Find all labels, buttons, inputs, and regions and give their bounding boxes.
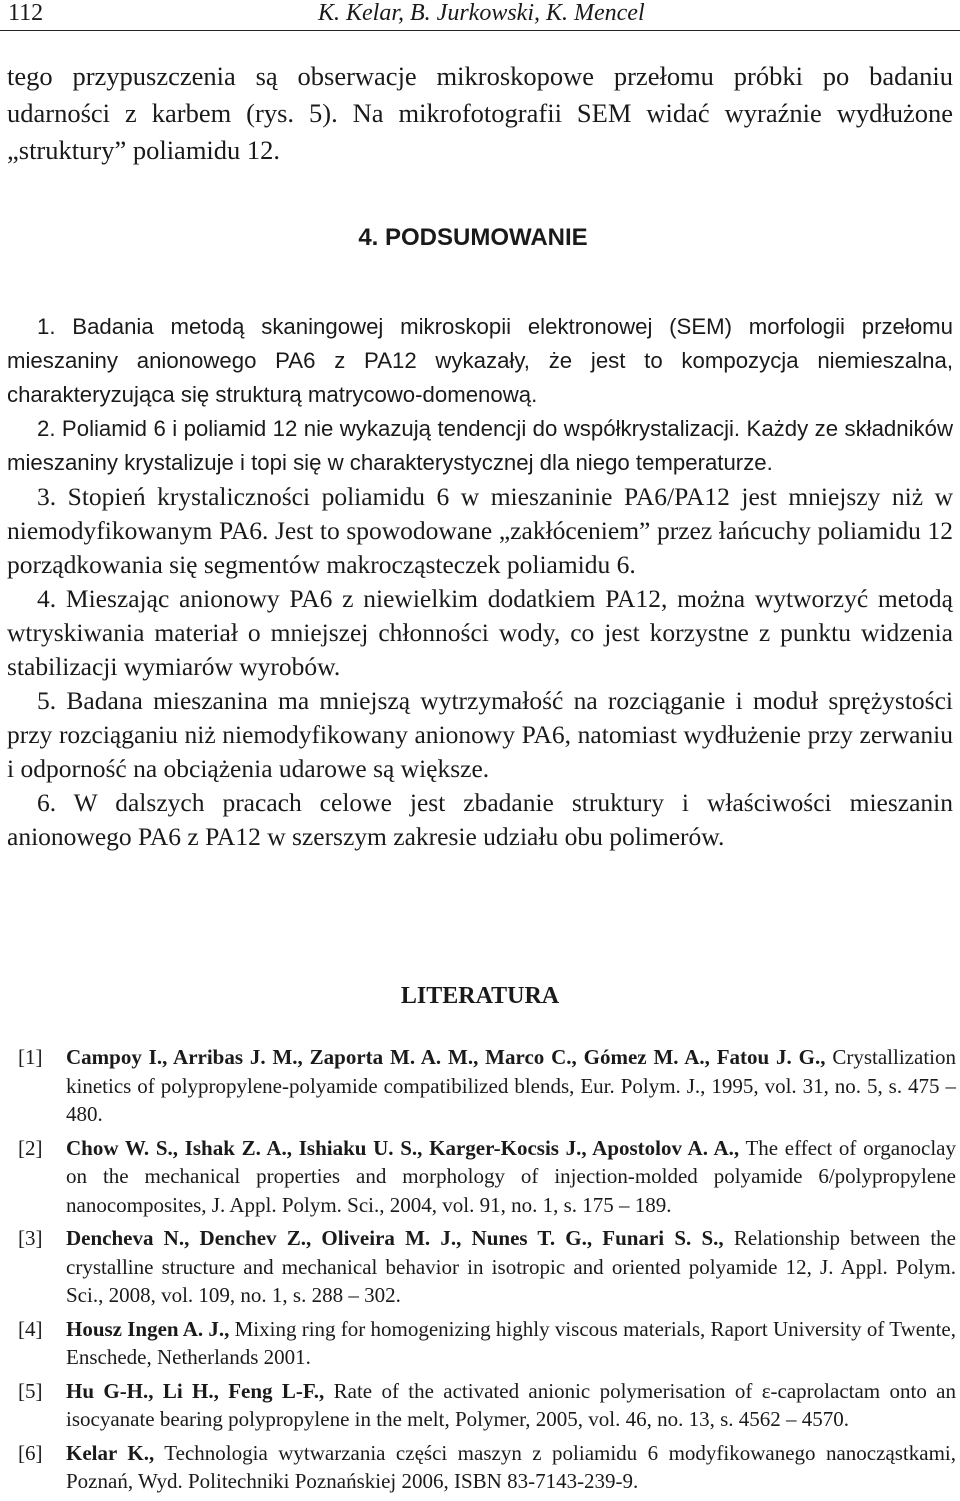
conclusions-list (7, 310, 953, 854)
reference-number: [5] (18, 1378, 43, 1403)
reference-number: [2] (18, 1135, 43, 1160)
reference-text: Relationship between the crystalline structure and mechanical behavior in isotropic and oriented polyamide 12, J. Appl. Polym. Sci., 2008, vol. 109, no. 1, s. 288 – 302. (66, 1226, 956, 1307)
conclusion-item: 1. Badania metodą skaningowej mikroskopii elektronowej (SEM) morfologii przełomu mieszaniny anionowego PA6 z PA12 wykazały, że jest to kompozycja niemieszalna, charakteryzująca się strukturą matrycowo-domenową. (7, 314, 953, 407)
conclusion-item: 6. W dalszych pracach celowe jest zbadanie struktury i właściwości mieszanin anionowego PA6 z PA12 w szerszym zakresie udziału obu polimerów. (7, 788, 953, 851)
conclusion-item: 3. Stopień krystaliczności poliamidu 6 w mieszaninie PA6/PA12 jest mniejszy niż w niemodyfikowanym PA6. Jest to spowodowane „zakłóceniem” przez łańcuchy poliamidu 12 porządkowania się segmentów makrocząsteczek poliamidu 6. (7, 482, 953, 579)
reference-number: [6] (18, 1440, 43, 1465)
reference-item (18, 1315, 956, 1372)
reference-text: Crystallization kinetics of polypropylene-polyamide compatibilized blends, Eur. Polym. J., 1995, vol. 31, no. 5, s. 475 – 480. (66, 1045, 956, 1126)
reference-item (18, 1224, 956, 1310)
reference-authors: Housz Ingen A. J., (66, 1316, 230, 1341)
page-header (0, 0, 960, 31)
section-heading: 4. PODSUMOWANIE (358, 224, 588, 251)
reference-item (18, 1134, 956, 1220)
intro-paragraph: tego przypuszczenia są obserwacje mikroskopowe przełomu próbki po badaniu udarności z karbem (rys. 5). Na mikrofotografii SEM widać wyraźnie wydłużone „struktury” poliamidu 12. (7, 61, 953, 165)
conclusion-item: 2. Poliamid 6 i poliamid 12 nie wykazują tendencji do współkrystalizacji. Każdy ze składników mieszaniny krystalizuje i topi się w charakterystycznej dla niego temperaturze. (7, 416, 953, 475)
reference-list (18, 1043, 956, 1501)
reference-authors: Dencheva N., Denchev Z., Oliveira M. J., Nunes T. G., Funari S. S., (66, 1226, 724, 1250)
reference-authors: Hu G-H., Li H., Feng L-F., (66, 1378, 325, 1403)
reference-item (18, 1043, 956, 1129)
reference-number: [4] (18, 1316, 43, 1341)
reference-number: [3] (18, 1226, 43, 1250)
reference-text: Technologia wytwarzania części maszyn z poliamidu 6 modyfikowanego nanocząstkami, Poznań, Wyd. Politechniki Poznańskiej 2006, ISBN 83-7143-239-9. (66, 1440, 957, 1493)
reference-number: [1] (18, 1045, 43, 1069)
reference-authors: Chow W. S., Ishak Z. A., Ishiaku U. S., Karger-Kocsis J., Apostolov A. A., (66, 1135, 740, 1160)
reference-authors: Campoy I., Arribas J. M., Zaporta M. A. M., Marco C., Gómez M. A., Fatou J. G., (66, 1045, 826, 1069)
reference-item (18, 1439, 956, 1496)
reference-authors: Kelar K., (66, 1440, 155, 1465)
running-head-authors: K. Kelar, B. Jurkowski, K. Mencel (318, 0, 645, 26)
reference-item (18, 1377, 956, 1434)
conclusion-item: 5. Badana mieszanina ma mniejszą wytrzymałość na rozciąganie i moduł sprężystości przy rozciąganiu niż niemodyfikowany anionowy PA6, natomiast wydłużenie przy zerwaniu i odporność na obciążenia udarowe są większe. (7, 686, 953, 783)
conclusion-item: 4. Mieszając anionowy PA6 z niewielkim dodatkiem PA12, można wytworzyć metodą wtryskiwania materiał o mniejszej chłonności wody, co jest korzystne z punktu widzenia stabilizacji wymiarów wyrobów. (7, 584, 953, 681)
page-number: 112 (8, 0, 44, 26)
literature-heading: LITERATURA (400, 983, 560, 1009)
reference-text: The effect of organoclay on the mechanical properties and morphology of injection-molded polyamide 6/polypropylene nanocomposites, J. Appl. Polym. Sci., 2004, vol. 91, no. 1, s. 175 – 189. (66, 1135, 956, 1217)
reference-text: Mixing ring for homogenizing highly viscous materials, Raport University of Twente, Enschede, Netherlands 2001. (66, 1316, 956, 1369)
reference-text: Rate of the activated anionic polymerisation of ε-caprolactam onto an isocyanate bearing polypropylene in the melt, Polymer, 2005, vol. 46, no. 13, s. 4562 – 4570. (66, 1378, 956, 1431)
